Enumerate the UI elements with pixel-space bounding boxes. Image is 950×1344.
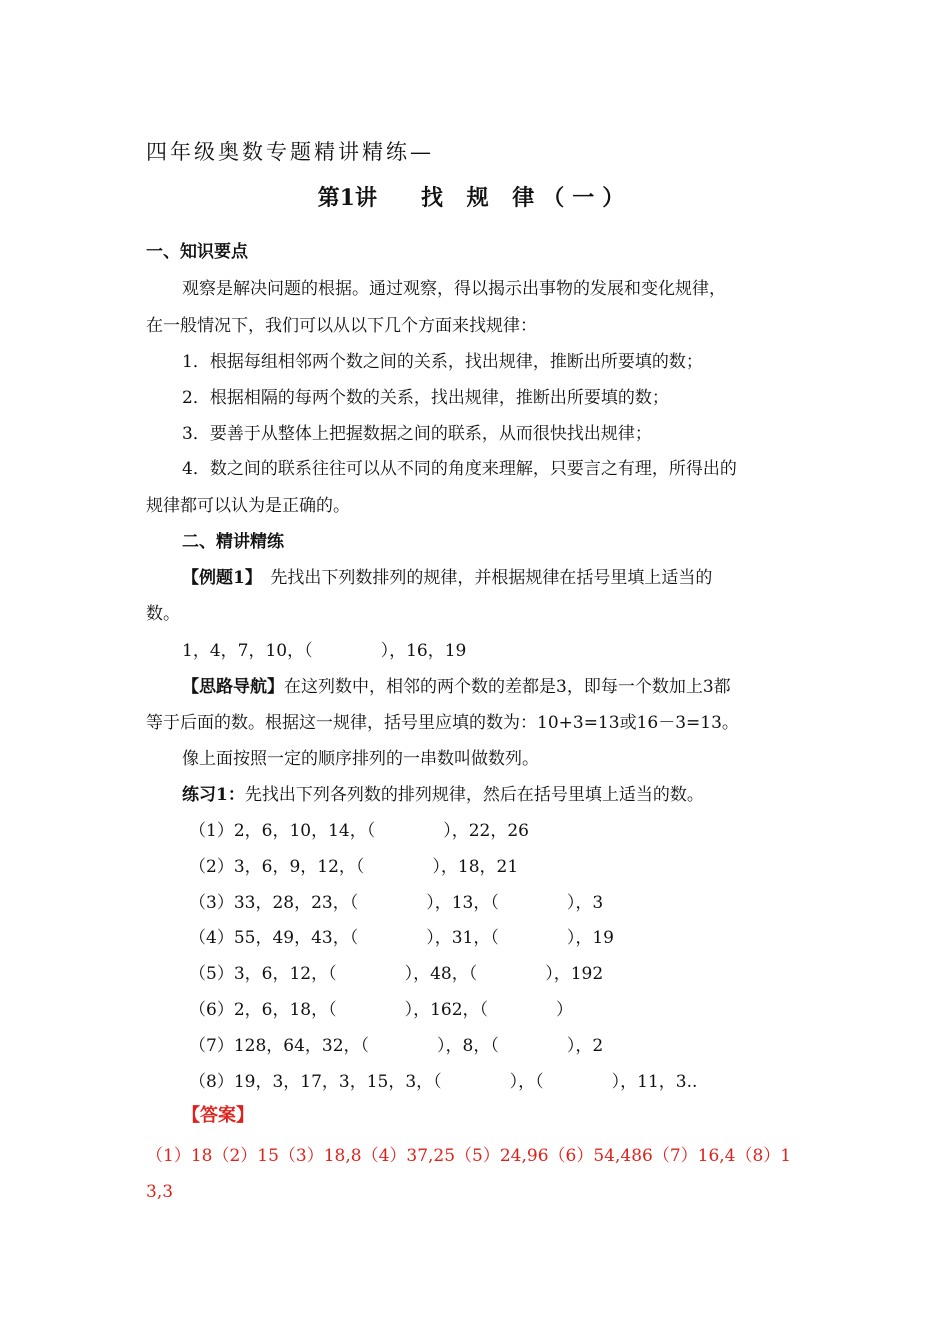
answer-line-2: 3,3 <box>146 1182 174 1202</box>
exercise-item-6: （6）2，6，18，（ ），162，（ ） <box>189 1000 574 1020</box>
exercise-line <box>182 783 704 807</box>
knowledge-intro-line-1: 观察是解决问题的根据。通过观察，得以揭示出事物的发展和变化规律， <box>182 279 726 299</box>
lesson-heading: 二、精讲精练 <box>182 532 284 552</box>
hint-text-continued: 等于后面的数。根据这一规律，括号里应填的数为：10+3=13或16－3=13。 <box>146 713 739 733</box>
answer-line-1: （1）18（2）15（3）18,8（4）37,25（5）24,96（6）54,486（7）16,4（8）1 <box>146 1146 792 1166</box>
exercise-item-8: （8）19，3，17，3，15，3，（ ），（ ），11，3.. <box>189 1072 698 1092</box>
example-text: 先找出下列数排列的规律，并根据规律在括号里填上适当的 <box>253 568 713 588</box>
example-text-continued: 数。 <box>146 604 180 624</box>
hint-text: 在这列数中，相邻的两个数的差都是3，即每一个数加上3都 <box>284 677 731 697</box>
exercise-item-3: （3）33，28，23，（ ），13，（ ），3 <box>189 893 604 913</box>
knowledge-point-3: 3．要善于从整体上把握数据之间的联系，从而很快找出规律； <box>182 424 652 444</box>
exercise-text: 先找出下列各列数的排列规律，然后在括号里填上适当的数。 <box>244 785 704 805</box>
example-label: 【例题1】 <box>182 568 254 588</box>
lecture-topic: 找 规 律（一） <box>420 185 633 211</box>
knowledge-point-4-continued: 规律都可以认为是正确的。 <box>146 496 350 516</box>
hint-label: 【思路导航】 <box>182 677 284 697</box>
example-sequence: 1，4，7，10，（ ），16，19 <box>182 641 467 661</box>
exercise-label: 练习1： <box>182 785 245 805</box>
lecture-title <box>0 186 950 210</box>
knowledge-point-2: 2．根据相隔的每两个数的关系，找出规律，推断出所要填的数； <box>182 388 669 408</box>
answer-heading: 【答案】 <box>182 1105 254 1126</box>
example-line <box>182 566 712 590</box>
knowledge-heading: 一、知识要点 <box>146 242 248 262</box>
exercise-item-7: （7）128，64，32，（ ），8，（ ），2 <box>189 1036 604 1056</box>
knowledge-intro-line-2: 在一般情况下，我们可以从以下几个方面来找规律： <box>146 316 537 336</box>
knowledge-point-4: 4．数之间的联系往往可以从不同的角度来理解，只要言之有理，所得出的 <box>182 459 737 479</box>
exercise-item-2: （2）3，6，9，12，（ ），18，21 <box>189 857 519 877</box>
sequence-definition: 像上面按照一定的顺序排列的一串数叫做数列。 <box>182 749 539 769</box>
exercise-item-4: （4）55，49，43，（ ），31，（ ），19 <box>189 928 614 948</box>
lecture-number: 第1讲 <box>317 185 377 211</box>
exercise-item-1: （1）2，6，10，14，（ ），22，26 <box>189 821 529 841</box>
series-title: 四年级奥数专题精讲精练— <box>146 140 434 164</box>
knowledge-point-1: 1．根据每组相邻两个数之间的关系，找出规律，推断出所要填的数； <box>182 352 703 372</box>
hint-line <box>182 675 731 699</box>
exercise-item-5: （5）3，6，12，（ ），48，（ ），192 <box>189 964 604 984</box>
